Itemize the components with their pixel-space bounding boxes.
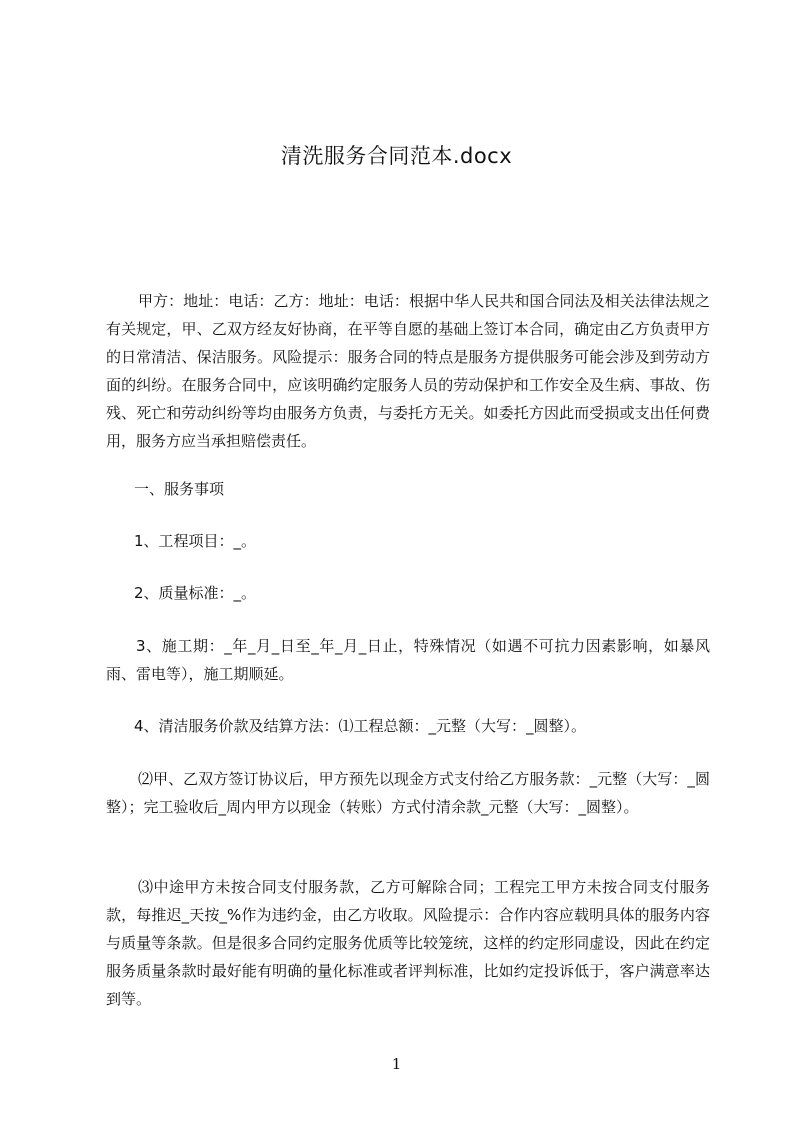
- item-payment-terms: ⑵甲、乙双方签订协议后，甲方预先以现金方式支付给乙方服务款：_元整（大写：_圆整）；完工验收后_周内甲方以现金（转账）方式付清余款_元整（大写：_圆整）。: [106, 770, 710, 816]
- section-heading-service-items: 一、服务事项: [134, 480, 225, 498]
- item-quality-standard: 2、质量标准：_。: [134, 584, 257, 602]
- item-project: 1、工程项目：_。: [134, 532, 257, 550]
- document-title: 清洗服务合同范本.docx: [280, 144, 513, 168]
- item-construction-period: 3、施工期：_年_月_日至_年_月_日止，特殊情况（如遇不可抗力因素影响，如暴风雨、雷电等），施工期顺延。: [106, 637, 710, 683]
- page-number: 1: [391, 1055, 402, 1073]
- intro-paragraph: 甲方：地址：电话：乙方：地址：电话：根据中华人民共和国合同法及相关法律法规之有关规定，甲、乙双方经友好协商，在平等自愿的基础上签订本合同，确定由乙方负责甲方的日常清洁、保洁服务。风险提示：服务合同的特点是服务方提供服务可能会涉及到劳动方面的纠纷。在服务合同中，应该明确约定服务人员的劳动保护和工作安全及生病、事故、伤残、死亡和劳动纠纷等均由服务方负责，与委托方无关。如委托方因此而受损或支出任何费用，服务方应当承担赔偿责任。: [106, 292, 710, 450]
- item-price-settlement: 4、清洁服务价款及结算方法：⑴工程总额：_元整（大写：_圆整）。: [134, 717, 587, 735]
- item-breach-terms: ⑶中途甲方未按合同支付服务款，乙方可解除合同；工程完工甲方未按合同支付服务款，每推迟_天按_%作为违约金，由乙方收取。风险提示：合作内容应载明具体的服务内容与质量等条款。但是很多合同约定服务优质等比较笼统，这样的约定形同虚设，因此在约定服务质量条款时最好能有明确的量化标准或者评判标准，比如约定投诉低于，客户满意率达到等。: [106, 878, 710, 1008]
